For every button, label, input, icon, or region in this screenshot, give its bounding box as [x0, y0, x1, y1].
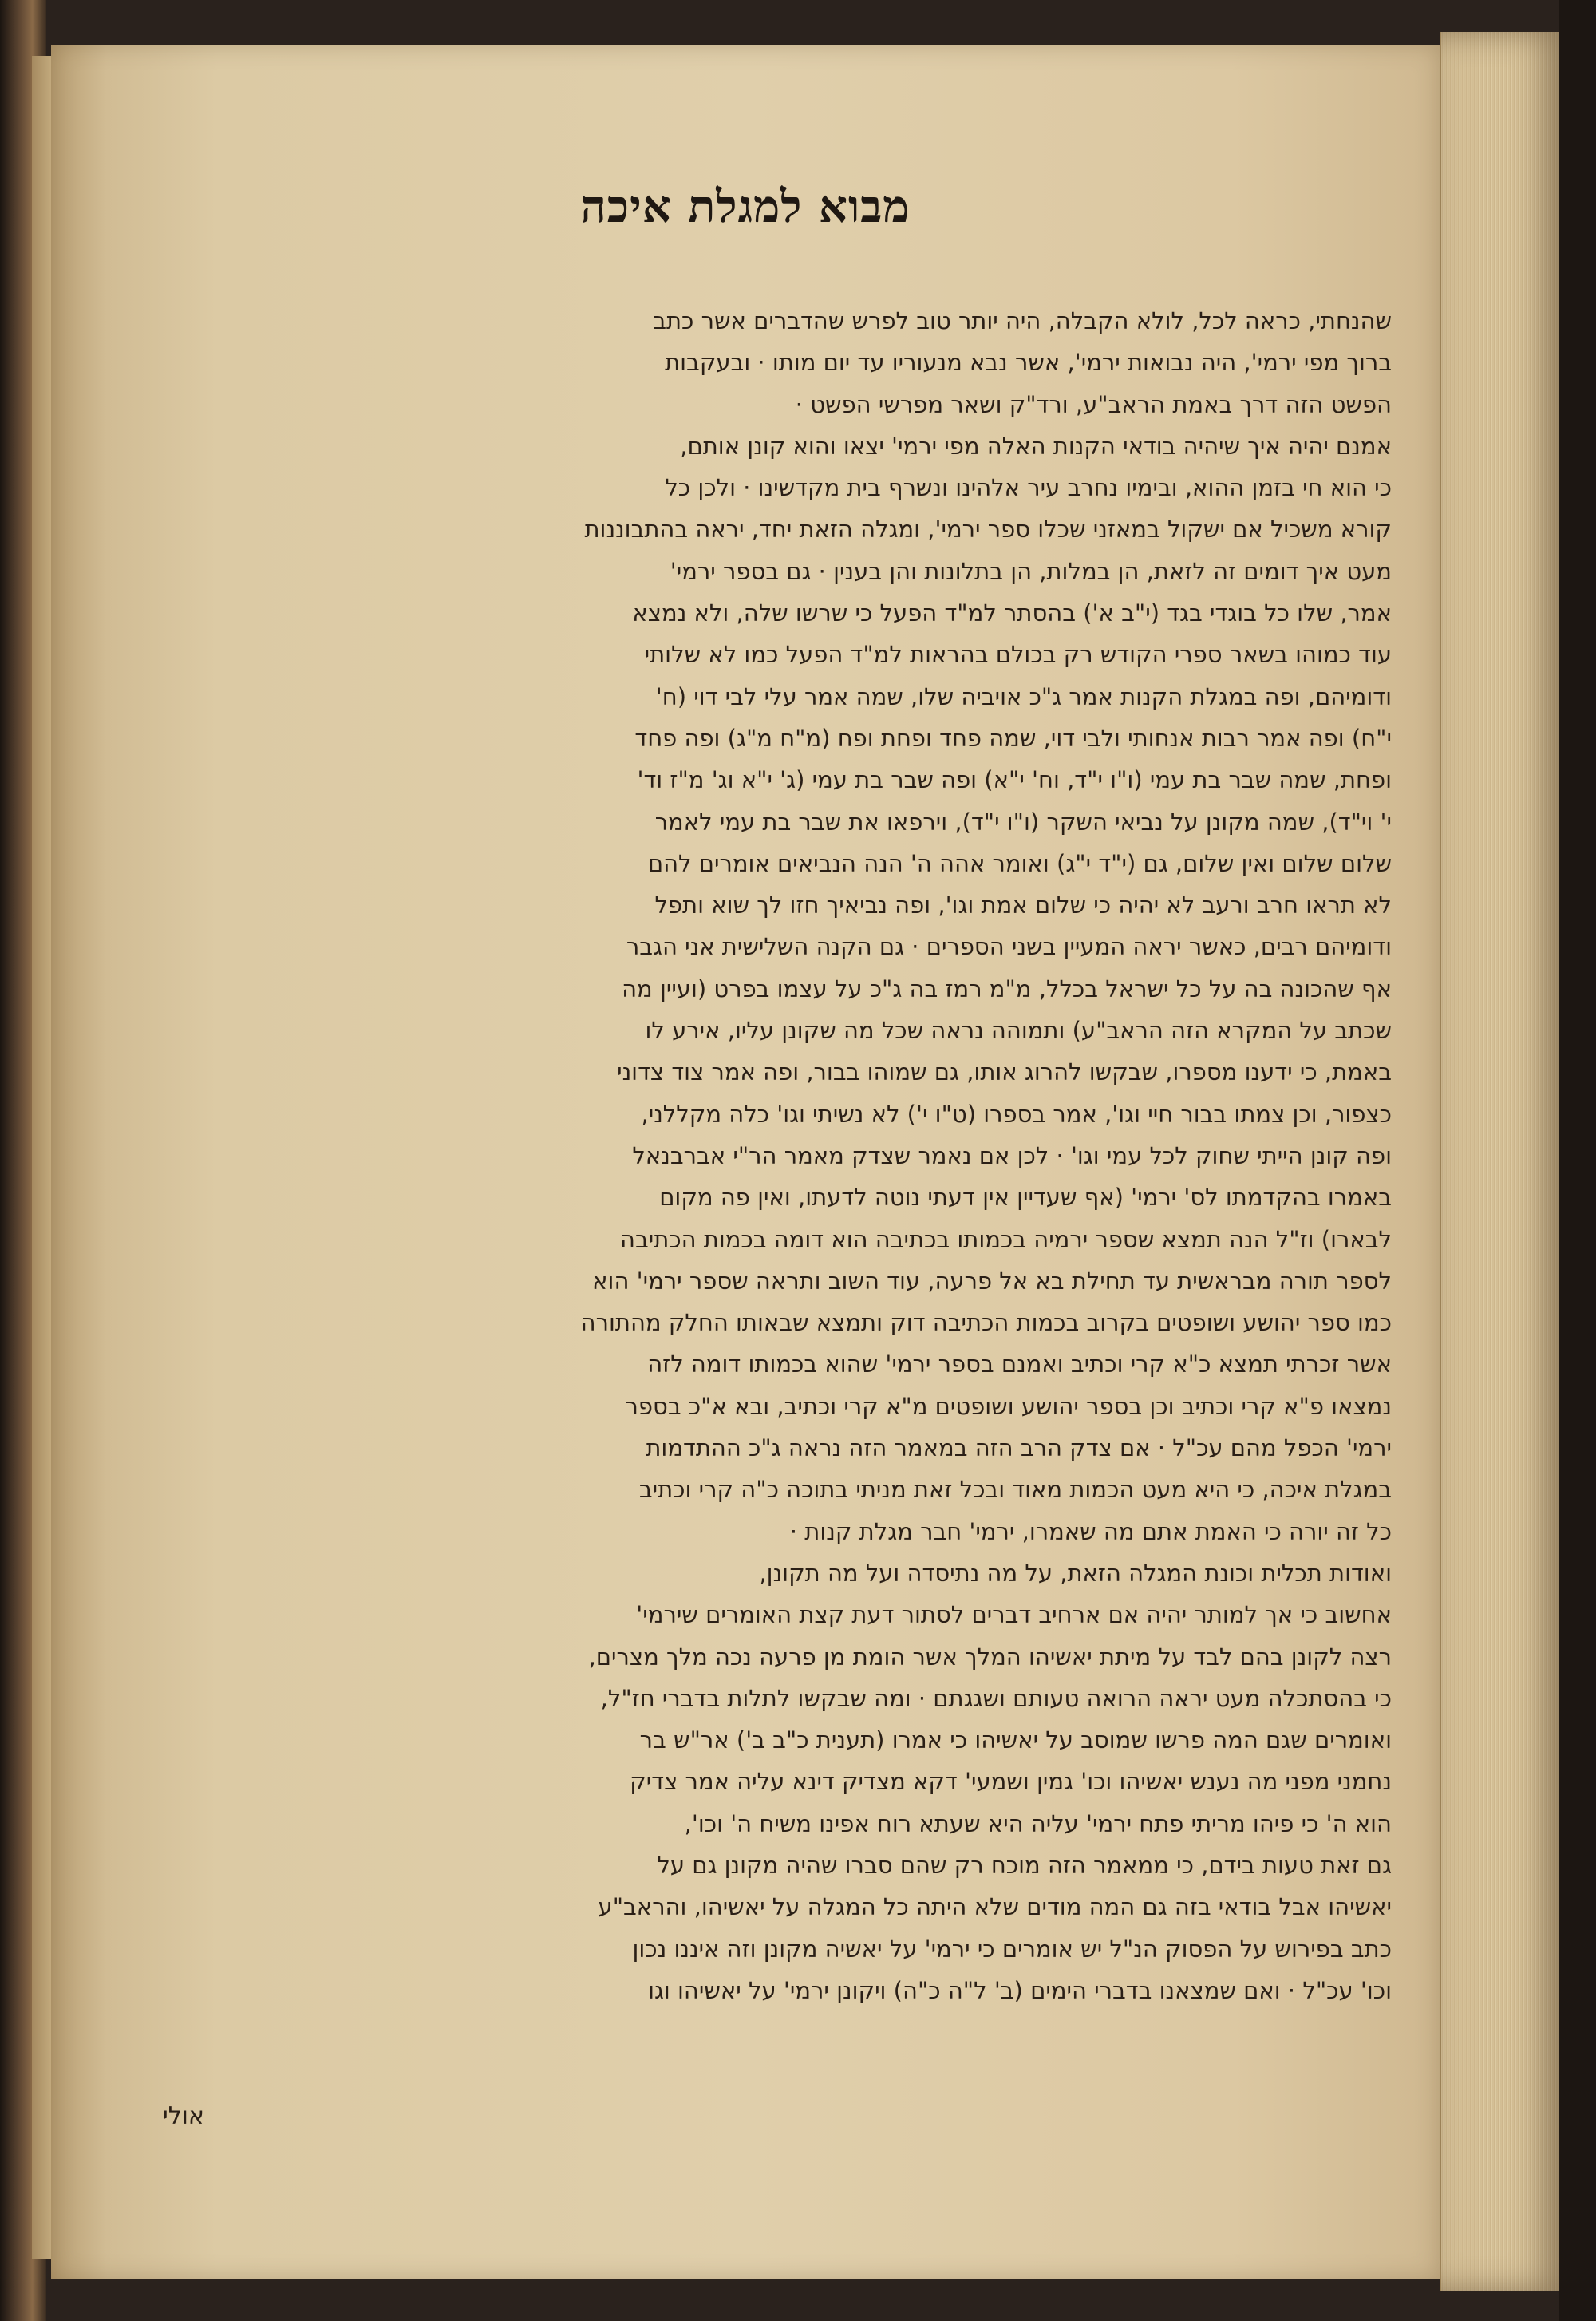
text-line: י' וי"ד), שמה מקונן על נביאי השקר (ו"ו י"ד), וירפאו את שבר בת עמי לאמר [654, 808, 1392, 836]
text-line: י"ח) ופה אמר רבות אנחותי ולבי דוי, שמה פחד ופחת ופח (מ"ח מ"ג) ופה פחד [634, 724, 1392, 752]
text-line: כל זה יורה כי האמת אתם מה שאמרו, ירמי' חבר מגלת קנות ⋅ [789, 1517, 1392, 1545]
text-line: שכתב על המקרא הזה הראב"ע) ותמוהה נראה שכל מה שקונן עליו, אירע לו [645, 1017, 1392, 1045]
text-line: ירמי' הכפל מהם עכ"ל ⋅ אם צדק הרב הזה במאמר הזה נראה ג"כ ההתדמות [646, 1434, 1392, 1462]
text-line: לספר תורה מבראשית עד תחילת בא אל פרעה, עוד השוב ותראה שספר ירמי' הוא [592, 1267, 1392, 1295]
text-line: נמצאו פ"א קרי וכתיב וכן בספר יהושע ושופטים מ"א קרי וכתיב, ובא א"כ בספר [625, 1392, 1392, 1420]
text-line: ופה קונן הייתי שחוק לכל עמי וגו' ⋅ לכן אם נאמר שצדק מאמר הר"י אברבנאל [632, 1141, 1392, 1169]
text-line: הוא ה' כי פיהו מריתי פתח ירמי' עליה היא שעתא רוח אפינו משיח ה' וכו', [684, 1809, 1392, 1837]
text-line: כמו ספר יהושע ושופטים בקרוב בכמות הכתיבה דוק ותמצא שבאותו החלק מהתורה [580, 1309, 1392, 1337]
text-line: שהנחתי, כראה לכל, לולא הקבלה, היה יותר טוב לפרש שהדברים אשר כתב [653, 307, 1392, 334]
text-line: אמר, שלו כל בוגדי בגד (י"ב א') בהסתר למ"ד הפעל כי שרשו שלה, ולא נמצא [632, 599, 1392, 627]
page-block-fore-edge [1440, 32, 1561, 2291]
text-line: באמת, כי ידענו מספרו, שבקשו להרוג אותו, גם שמוהו בבור, ופה אמר צוד צדוני [617, 1058, 1392, 1086]
text-line: ודומיהם רבים, כאשר יראה המעיין בשני הספרים ⋅ גם הקנה השלישית אני הגבר [626, 933, 1392, 961]
catchword: אולי [163, 2102, 204, 2130]
text-line: אמנם יהיה איך שיהיה בודאי הקנות האלה מפי ירמי' יצאו והוא קונן אותם, [680, 432, 1392, 460]
text-line: ברוך מפי ירמי', היה נבואות ירמי', אשר נבא מנעוריו עד יום מותו ⋅ ובעקבות [665, 349, 1392, 377]
text-line: כי בהסתכלה מעט יראה הרואה טעותם ושגגתם ⋅ ומה שבקשו לתלות בדברי חז"ל, [600, 1684, 1392, 1712]
text-line: מעט איך דומים זה לזאת, הן במלות, הן בתלונות והן בענין ⋅ גם בספר ירמי' [670, 557, 1392, 585]
text-line: שלום שלום ואין שלום, גם (י"ד י"ג) ואומר אהה ה' הנה הנביאים אומרים להם [647, 849, 1392, 877]
text-line: הפשט הזה דרך באמת הראב"ע, ורד"ק ושאר מפרשי הפשט ⋅ [795, 390, 1392, 418]
book-page [51, 45, 1440, 2279]
text-line: נחמני מפני מה נענש יאשיהו וכו' גמין ושמעי' דקא מצדיק דינא עליה אמר צדיק [630, 1768, 1392, 1796]
text-line: אשר זכרתי תמצא כ"א קרי וכתיב ואמנם בספר ירמי' שהוא בכמותו דומה לזה [647, 1350, 1392, 1378]
page-title: מבוא למגלת איכה [580, 180, 911, 233]
text-line: קורא משכיל אם ישקול במאזני שכלו ספר ירמי', ומגלה הזאת יחד, יראה בהתבוננות [584, 516, 1392, 544]
text-line: כצפור, וכן צמתו בבור חיי וגו', אמר בספרו (ט"ו י') לא נשיתי וגו' כלה מקללני, [641, 1100, 1392, 1128]
text-line: עוד כמוהו בשאר ספרי הקודש רק בכולם בהראות למ"ד הפעל כמו לא שלותי [644, 641, 1392, 669]
text-line: לבארו) וז"ל הנה תמצא שספר ירמיה בכמותו בכתיבה הוא דומה בכמות הכתיבה [620, 1225, 1392, 1253]
text-line: לא תראו חרב ורעב לא יהיה כי שלום אמת וגו', ופה נביאיך חזו לך שוא ותפל [654, 892, 1392, 919]
text-line: ופחת, שמה שבר בת עמי (ו"ו י"ד, וח' י"א) ופה שבר בת עמי (ג' י"א וג' מ"ז וד' [637, 766, 1392, 794]
text-line: ואומרים שגם המה פרשו שמוסב על יאשיהו כי אמרו (תענית כ"ב ב') אר"ש בר [639, 1726, 1392, 1754]
text-line: אף שהכונה בה על כל ישראל בכלל, מ"מ רמז בה ג"כ על עצמו בפרט (ועיין מה [622, 975, 1392, 1002]
text-line: יאשיהו אבל בודאי בזה גם המה מודים שלא היתה כל המגלה על יאשיהו, והראב"ע [598, 1893, 1392, 1921]
body-text [115, 300, 1392, 2011]
text-line: וכו' עכ"ל ⋅ ואם שמצאנו בדברי הימים (ב' ל"ה כ"ה) ויקונן ירמי' על יאשיהו וגו [648, 1976, 1392, 2004]
text-line: כתב בפירוש על הפסוק הנ"ל יש אומרים כי ירמי' על יאשיה מקונן וזה איננו נכון [632, 1935, 1392, 1963]
text-line: כי הוא חי בזמן ההוא, ובימיו נחרב עיר אלהינו ונשרף בית מקדשינו ⋅ ולכן כל [665, 474, 1392, 502]
text-line: רצה לקונן בהם לבד על מיתת יאשיהו המלך אשר הומת מן פרעה נכה מלך מצרים, [588, 1643, 1392, 1671]
text-line: ודומיהם, ופה במגלת הקנות אמר ג"כ אויביה שלו, שמה אמר עלי לבי דוי (ח' [655, 682, 1392, 710]
text-line: גם זאת טעות בידם, כי ממאמר הזה מוכח רק שהם סברו שהיה מקונן גם על [657, 1851, 1392, 1879]
text-line: באמרו בהקדמתו לס' ירמי' (אף שעדיין אין דעתי נוטה לדעתו, ואין פה מקום [659, 1184, 1392, 1212]
text-line: אחשוב כי אך למותר יהיה אם ארחיב דברים לסתור דעת קצת האומרים שירמי' [636, 1601, 1392, 1629]
text-line: ואודות תכלית וכונת המגלה הזאת, על מה נתיסדה ועל מה תקונן, [759, 1559, 1392, 1587]
background-right [1559, 0, 1596, 2321]
text-line: במגלת איכה, כי היא מעט הכמות מאוד ובכל זאת מניתי בתוכה כ"ה קרי וכתיב [638, 1476, 1392, 1504]
